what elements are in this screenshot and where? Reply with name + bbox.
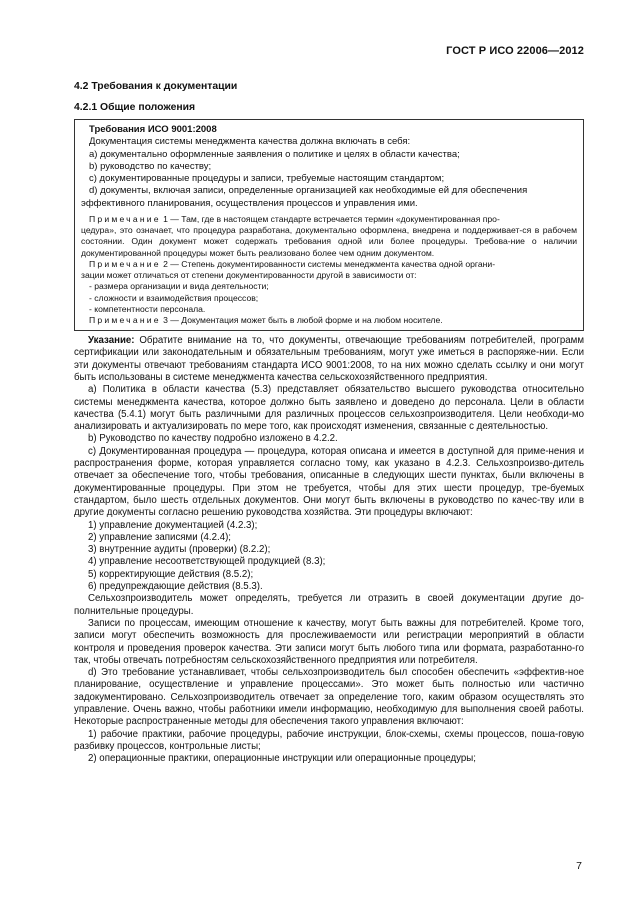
- requirement-line: a) документально оформленные заявления о политике и целях в области качества;: [89, 148, 460, 160]
- requirement-line: d) документы, включая записи, определенные организацией как необходимые ей для обеспечения: [89, 185, 528, 197]
- body-text: [74, 335, 584, 765]
- paragraph-c: c) Документированная процедура — процедура, которая описана и имеется в доступной для приме-нения и распространения форме, которая управляется согласно тому, как указано в 4.2.3. Сельхозпроизво-дитель отвечает за обеспечение того, чтобы требования, описанные в следующих шести пунктах, были включены в документированные процедуры. При этом не требуется, чтобы для этих шести процедур, тре-буемых стандартом, было шесть отдельных документов. Они могут быть включены в руководство по качес-тву или в другие документы согласно решению руководства хозяйства. Эти процедуры включают:: [74, 445, 584, 519]
- procedure-item: 1) управление документацией (4.2.3);: [88, 519, 258, 531]
- page-content: [74, 80, 584, 766]
- procedure-item: 4) управление несоответствующей продукцией (8.3);: [88, 556, 326, 568]
- note-2-item: - компетентности персонала.: [89, 303, 206, 314]
- procedure-item: 6) предупреждающие действия (8.5.3).: [88, 581, 263, 593]
- note-1: [81, 214, 577, 225]
- note-label: Примечание: [89, 314, 161, 325]
- requirements-title: Требования ИСО 9001:2008: [89, 124, 217, 135]
- note-2-item: - размера организации и вида деятельности;: [89, 281, 269, 292]
- paragraph-a: a) Политика в области качества (5.3) представляет обязательство высшего руководства относительно системы менеджмента качества, которое должно быть заявлено и доведено до персонала. Цели в области качества (5.4.1) могут быть различными для различных процессов сельхозпроизводителя. Цели необходи-мо анализировать и актуализировать по мере того, как происходят изменения, связанные с деятельностью.: [74, 384, 584, 433]
- note-text: 3 — Документация может быть в любой форме и на любом носителе.: [160, 314, 443, 325]
- indication-text: Обратите внимание на то, что документы, отвечающие требованиям потребителей, программ сертификации или законодательным и обязательным требованиям, могут уже иметься в распоряже-нии. Если эти документы отвечают требованиям стандарта ИСО 9001:2008, то на них можно сделать ссылку и они могут быть использованы в системе менеджмента качества сельскохозяйственного предприятия.: [74, 335, 584, 383]
- note-label: Примечание: [89, 258, 161, 269]
- note-text: 1 — Там, где в настоящем стандарте встречается термин «документированная про-: [160, 214, 500, 225]
- notes-block: [81, 214, 577, 326]
- requirement-line: c) документированные процедуры и записи, требуемые настоящим стандартом;: [89, 173, 445, 185]
- note-2: [81, 259, 577, 270]
- procedure-item: 2) управление записями (4.2.4);: [88, 531, 232, 543]
- paragraph-b: b) Руководство по качеству подробно изложено в 4.2.2.: [88, 433, 338, 445]
- section-heading: 4.2 Требования к документации: [74, 81, 238, 92]
- note-text: 2 — Степень документированности системы менеджмента качества одной органи-: [160, 258, 496, 269]
- requirements-box: [74, 119, 584, 331]
- page-number: 7: [576, 860, 582, 872]
- method-item: 2) операционные практики, операционные инструкции или операционные процедуры;: [88, 753, 476, 765]
- indication-label: Указание:: [88, 335, 135, 347]
- method-item: 1) рабочие практики, рабочие процедуры, рабочие инструкции, блок-схемы, схемы процессов, поша-говую разбивку процессов, контрольные листы;: [74, 728, 584, 752]
- indication-paragraph: [74, 335, 584, 384]
- subsection-heading: 4.2.1 Общие положения: [74, 102, 196, 113]
- paragraph-producer: Сельхозпроизводитель может определять, требуется ли отразить в своей документации другие до-полнительные процедуры.: [74, 593, 584, 617]
- paragraph-records: Записи по процессам, имеющим отношение к качеству, могут быть важны для потребителей. Кроме того, записи могут обеспечить возможность для прослеживаемости или регистрации мероприятий в области контроля и проведения проверок качества. Эти записи могут быть любого типа или формата, разработанно-го так, чтобы отвечать потребностям сельскохозяйственного предприятия или потребителя.: [74, 617, 584, 666]
- note-2-rest: зации может отличаться от степени документированности другой в зависимости от:: [81, 270, 417, 281]
- paragraph-d: d) Это требование устанавливает, чтобы сельхозпроизводитель был способен обеспечить «эффектив-ное планирование, осуществление и управление процессами». Это может быть полностью или частично задокументировано. Сельхозпроизводитель отвечает за определение того, каким образом осуществлять это управление. Очень важно, чтобы работники имели информацию, необходимую для выполнения своей работы. Некоторые распространенные методы для обеспечения такого управления включают:: [74, 667, 584, 728]
- note-2-item: - сложности и взаимодействия процессов;: [89, 292, 259, 303]
- requirement-line-cont: эффективного планирования, осуществления процессов и управления ими.: [81, 197, 418, 209]
- procedure-item: 5) корректирующие действия (8.5.2);: [88, 568, 254, 580]
- requirement-line: b) руководство по качеству;: [89, 160, 212, 172]
- note-label: Примечание: [89, 214, 161, 225]
- procedure-item: 3) внутренние аудиты (проверки) (8.2.2);: [88, 544, 271, 556]
- standard-code: ГОСТ Р ИСО 22006—2012: [446, 45, 584, 57]
- note-3: [81, 315, 577, 326]
- note-1-rest: цедура», это означает, что процедура разработана, документально оформлена, внедрена и поддерживает-ся в рабочем состоянии. Один документ может содержать требования одной или более процедуры. Требова-ние о наличии документированной процедуры может быть реализовано более чем одним документом.: [81, 225, 577, 258]
- requirement-line: Документация системы менеджмента качества должна включать в себя:: [89, 136, 411, 148]
